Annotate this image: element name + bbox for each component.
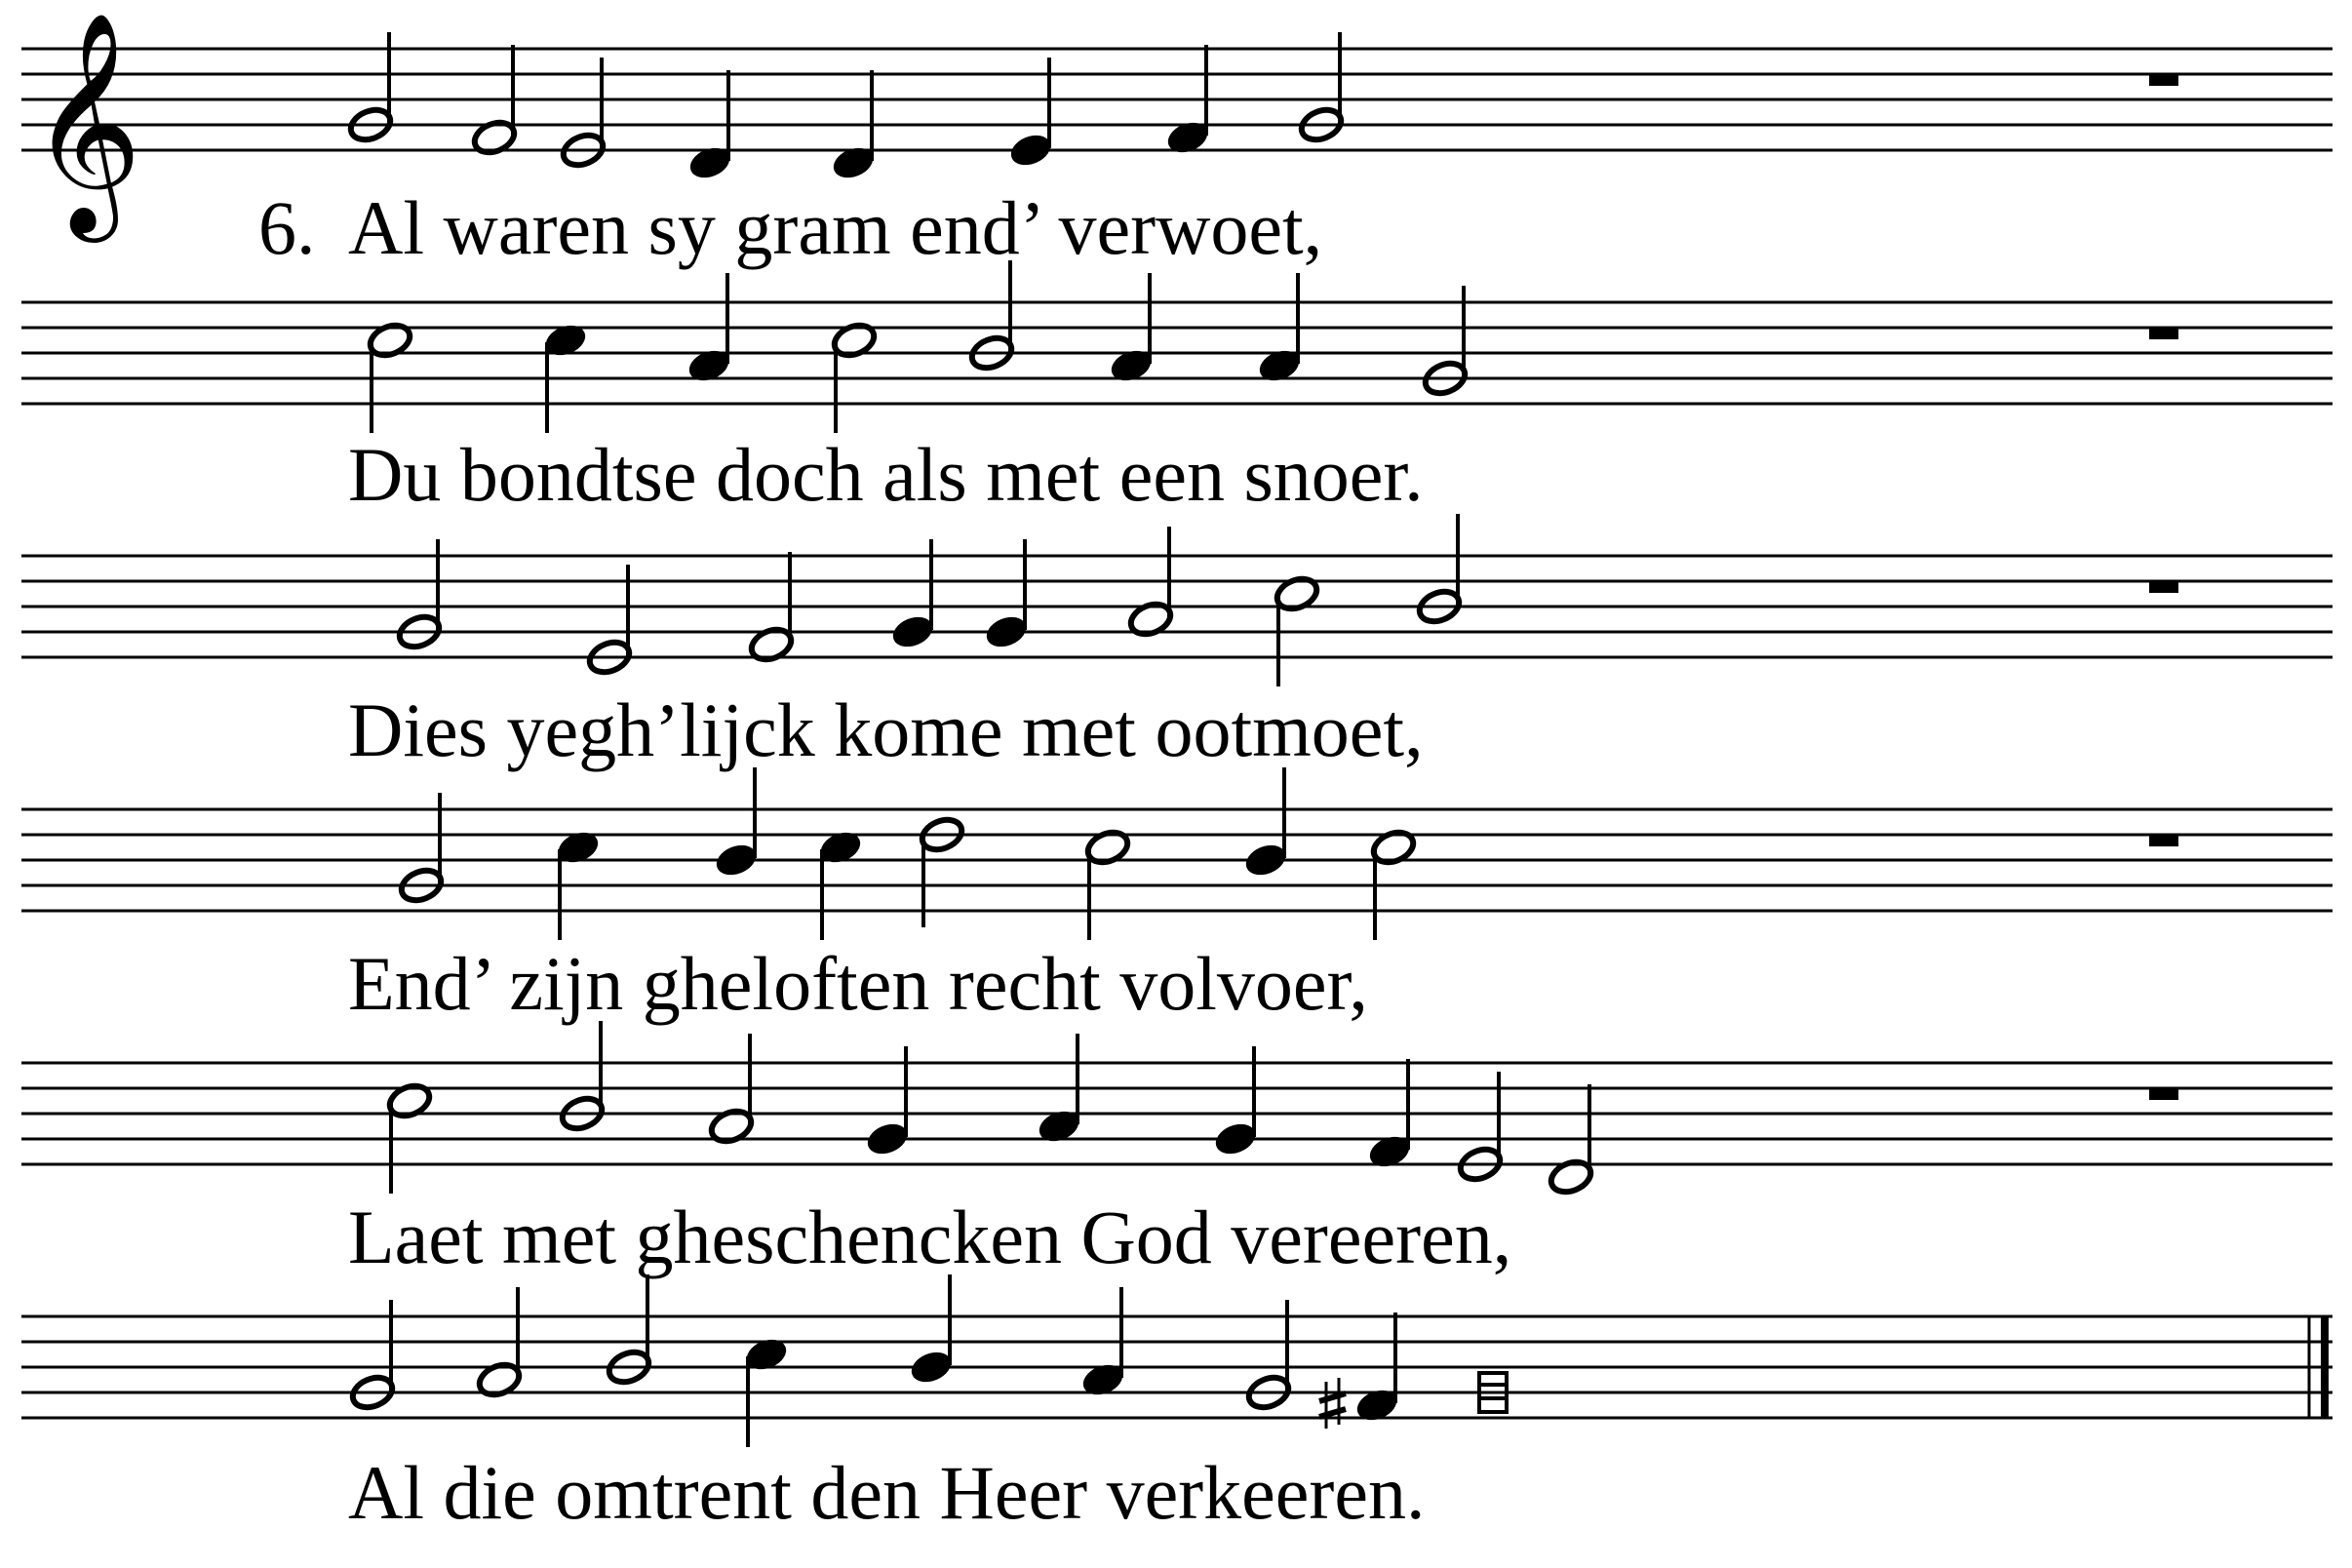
- sharp-icon-6-3: [1319, 1409, 1346, 1417]
- half-rest-4: [2149, 836, 2178, 846]
- treble-clef-icon: 𝄞: [29, 11, 142, 233]
- lyric-line-2: Du bondtse doch als met een snoer.: [348, 432, 1424, 517]
- half-rest-3: [2149, 582, 2178, 593]
- verse-number: 6.: [258, 185, 316, 270]
- final-barline-thick: [2321, 1316, 2329, 1418]
- lyric-line-1: Al waren sy gram end’ verwoet,: [348, 185, 1323, 270]
- half-rest-1: [2149, 75, 2178, 86]
- lyric-line-6: Al die omtrent den Heer verkeeren.: [348, 1450, 1426, 1535]
- lyric-line-3: Dies yegh’lijck kome met ootmoet,: [348, 687, 1424, 772]
- lyric-line-5: Laet met gheschencken God vereeren,: [348, 1195, 1512, 1279]
- half-rest-2: [2149, 329, 2178, 339]
- lyric-line-4: End’ zijn gheloften recht volvoer,: [348, 941, 1368, 1026]
- sharp-icon-6-2: [1319, 1393, 1346, 1401]
- half-rest-5: [2149, 1089, 2178, 1100]
